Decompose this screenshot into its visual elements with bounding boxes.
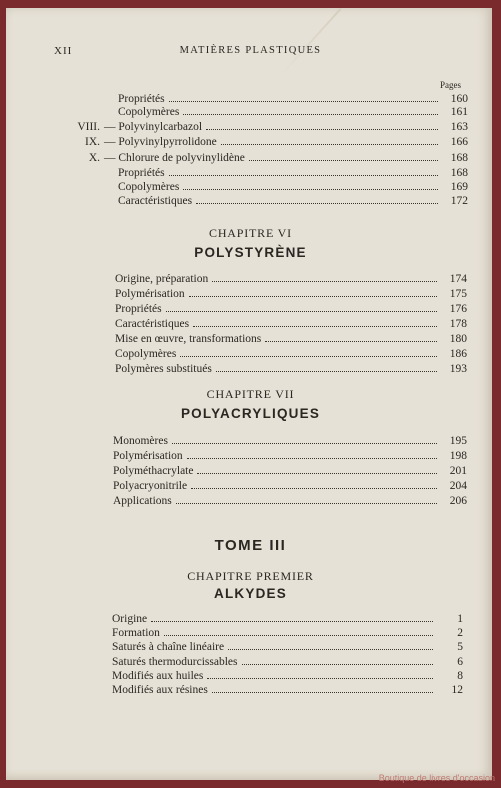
toc-entry bbox=[115, 272, 467, 286]
toc-entry-title: Caractéristiques bbox=[118, 195, 193, 207]
toc-entry-page: 12 bbox=[451, 684, 463, 696]
toc-entry bbox=[112, 683, 463, 697]
toc-entry-title: — Chlorure de polyvinylidène bbox=[104, 152, 245, 164]
toc-entry-title: Propriétés bbox=[118, 93, 165, 105]
chapter-vii-label: CHAPITRE VII bbox=[206, 387, 295, 401]
toc-entry-page: 2 bbox=[457, 627, 463, 640]
toc-entry-number: IX. bbox=[84, 136, 100, 148]
toc-entry-page: 201 bbox=[449, 465, 467, 477]
leader-dots bbox=[249, 160, 438, 161]
leader-dots bbox=[164, 635, 433, 636]
toc-entry bbox=[54, 135, 468, 149]
toc-entry-title: Propriétés bbox=[118, 167, 165, 179]
toc-entry-page: 163 bbox=[450, 121, 468, 133]
toc-entry bbox=[113, 434, 467, 448]
leader-dots bbox=[212, 692, 433, 693]
toc-entry-title: Modifiés aux résines bbox=[112, 684, 208, 696]
page-folio: XII bbox=[54, 45, 73, 57]
leader-dots bbox=[216, 371, 437, 372]
toc-entry-title: Origine bbox=[112, 613, 148, 625]
toc-entry-page: 204 bbox=[449, 480, 467, 492]
toc-entry-number: X. bbox=[88, 152, 100, 164]
toc-entry-number: VIII. bbox=[77, 121, 100, 133]
toc-entry-page: 180 bbox=[449, 333, 467, 345]
toc-entry-page: 175 bbox=[449, 288, 467, 300]
toc-entry bbox=[113, 479, 467, 493]
toc-entry-title: Copolymères bbox=[118, 181, 180, 193]
toc-entry-title: Formation bbox=[112, 627, 160, 640]
toc-entry bbox=[118, 92, 468, 106]
leader-dots bbox=[169, 175, 438, 176]
leader-dots bbox=[176, 503, 437, 504]
toc-entry-page: 178 bbox=[449, 318, 467, 330]
leader-dots bbox=[212, 281, 437, 282]
leader-dots bbox=[265, 341, 437, 342]
toc-entry-page: 169 bbox=[450, 181, 468, 193]
toc-entry bbox=[112, 669, 463, 683]
toc-entry-title: Caractéristiques bbox=[115, 318, 190, 330]
toc-entry-title: Polyacryonitrile bbox=[113, 480, 188, 492]
toc-entry-title: Propriétés bbox=[115, 303, 162, 315]
toc-entry bbox=[54, 120, 468, 134]
leader-dots bbox=[193, 326, 437, 327]
toc-entry-title: Modifiés aux huiles bbox=[112, 669, 204, 682]
chapitre-premier-label: CHAPITRE PREMIER bbox=[187, 569, 314, 583]
toc-entry bbox=[112, 612, 463, 626]
toc-entry bbox=[115, 362, 467, 376]
toc-entry-title: Polymérisation bbox=[113, 450, 183, 462]
chapter-vii-title: POLYACRYLIQUES bbox=[180, 406, 321, 421]
pages-column-label: Pages bbox=[440, 80, 461, 90]
alkydes-title: ALKYDES bbox=[214, 586, 287, 601]
toc-entry-page: 5 bbox=[457, 641, 463, 654]
leader-dots bbox=[183, 189, 438, 190]
toc-entry-page: 161 bbox=[450, 106, 468, 118]
toc-entry-title: Saturés à chaîne linéaire bbox=[112, 641, 225, 654]
toc-entry-page: 186 bbox=[449, 348, 467, 360]
toc-entry-page: 6 bbox=[457, 655, 463, 668]
toc-entry bbox=[118, 166, 468, 180]
leader-dots bbox=[183, 114, 438, 115]
leader-dots bbox=[242, 664, 433, 665]
chapter-vi-title: POLYSTYRÈNE bbox=[194, 245, 307, 260]
leader-dots bbox=[172, 443, 437, 444]
toc-entry bbox=[115, 347, 467, 361]
toc-entry-title: Mise en œuvre, transformations bbox=[115, 333, 262, 345]
tome-iii-heading: TOME III bbox=[214, 537, 287, 554]
leader-dots bbox=[228, 649, 433, 650]
toc-entry-page: 160 bbox=[450, 93, 468, 105]
toc-entry bbox=[118, 180, 468, 194]
toc-entry bbox=[113, 494, 467, 508]
toc-entry-title: — Polyvinylpyrrolidone bbox=[104, 136, 217, 148]
toc-entry bbox=[112, 626, 463, 640]
toc-entry-title: — Polyvinylcarbazol bbox=[104, 121, 203, 133]
toc-entry bbox=[118, 194, 468, 208]
leader-dots bbox=[207, 678, 433, 679]
leader-dots bbox=[151, 621, 433, 622]
leader-dots bbox=[196, 203, 438, 204]
watermark: Boutique de livres d'occasion bbox=[378, 773, 495, 783]
toc-entry bbox=[115, 332, 467, 346]
toc-entry-page: 174 bbox=[449, 273, 467, 285]
toc-entry bbox=[118, 105, 468, 119]
chapter-vi-label: CHAPITRE VI bbox=[209, 226, 292, 240]
toc-entry-page: 206 bbox=[449, 495, 467, 507]
toc-entry-title: Monomères bbox=[113, 435, 168, 447]
toc-entry bbox=[113, 464, 467, 478]
leader-dots bbox=[180, 356, 437, 357]
toc-entry-title: Polymérisation bbox=[115, 288, 185, 300]
toc-entry bbox=[54, 151, 468, 165]
toc-entry-page: 168 bbox=[450, 167, 468, 179]
leader-dots bbox=[166, 311, 437, 312]
toc-entry-page: 172 bbox=[450, 195, 468, 207]
toc-entry-page: 166 bbox=[450, 136, 468, 148]
toc-entry-page: 168 bbox=[450, 152, 468, 164]
leader-dots bbox=[191, 488, 437, 489]
toc-entry-page: 8 bbox=[457, 669, 463, 682]
toc-entry-title: Copolymères bbox=[118, 106, 180, 118]
toc-entry-title: Applications bbox=[113, 495, 172, 507]
toc-entry bbox=[115, 317, 467, 331]
toc-entry bbox=[115, 287, 467, 301]
toc-entry bbox=[112, 640, 463, 654]
toc-entry-title: Copolymères bbox=[115, 348, 177, 360]
toc-entry-title: Saturés thermodurcissables bbox=[112, 655, 238, 668]
leader-dots bbox=[189, 296, 437, 297]
toc-entry-title: Polymères substitués bbox=[115, 363, 212, 375]
leader-dots bbox=[187, 458, 437, 459]
toc-entry-page: 193 bbox=[449, 363, 467, 375]
toc-entry-page: 1 bbox=[457, 613, 463, 625]
running-title: MATIÈRES PLASTIQUES bbox=[179, 45, 322, 56]
leader-dots bbox=[197, 473, 437, 474]
leader-dots bbox=[206, 129, 438, 130]
leader-dots bbox=[169, 101, 438, 102]
toc-entry bbox=[115, 302, 467, 316]
toc-entry bbox=[112, 655, 463, 669]
toc-entry-title: Polyméthacrylate bbox=[113, 465, 194, 477]
toc-entry-page: 195 bbox=[449, 435, 467, 447]
toc-entry-title: Origine, préparation bbox=[115, 273, 209, 285]
toc-entry bbox=[113, 449, 467, 463]
toc-entry-page: 176 bbox=[449, 303, 467, 315]
toc-entry-page: 198 bbox=[449, 450, 467, 462]
leader-dots bbox=[221, 144, 438, 145]
